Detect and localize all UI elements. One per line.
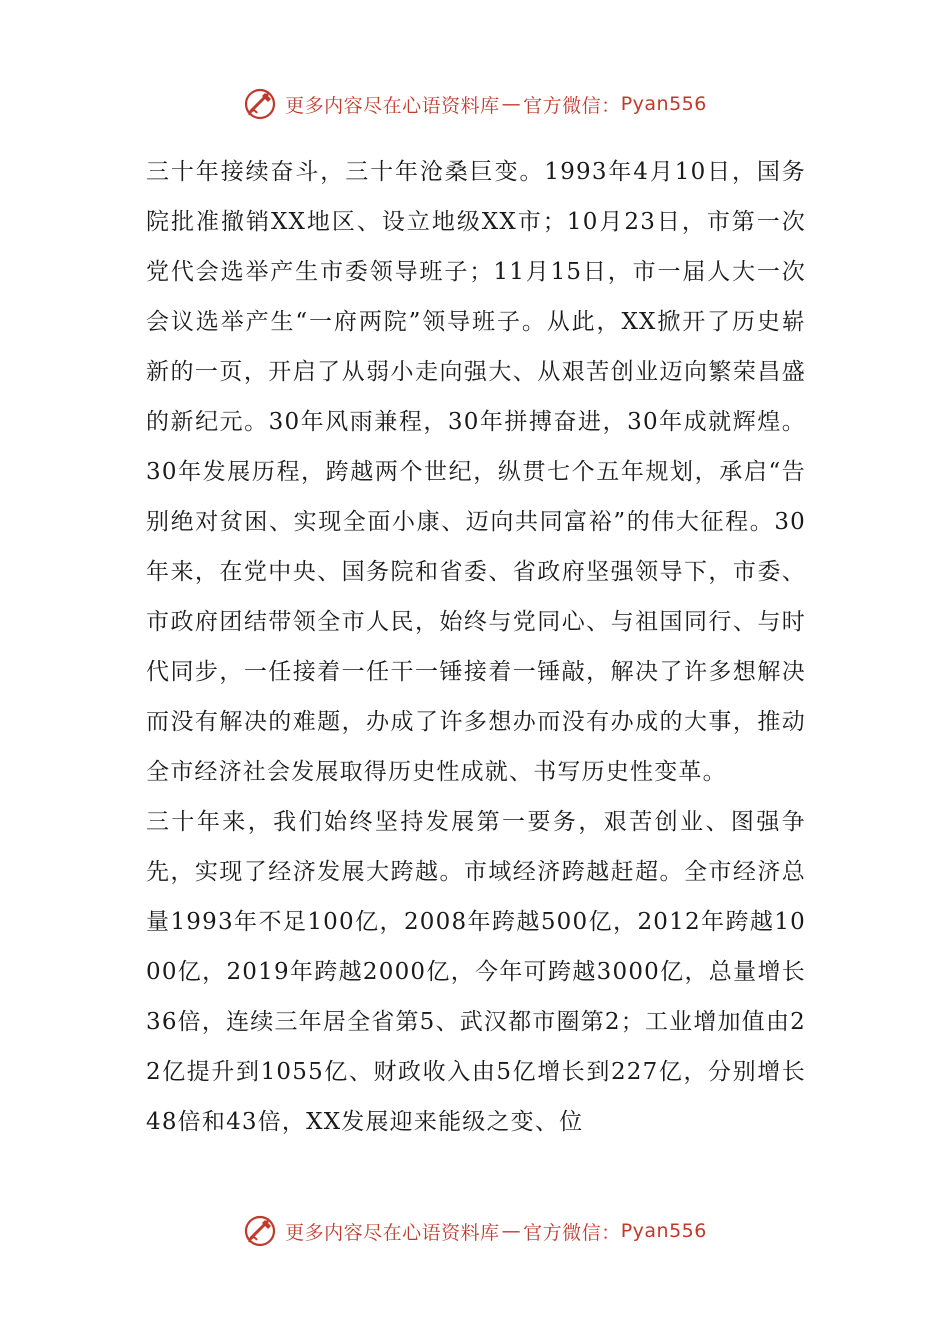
- watermark-brand: 更多内容尽在心语资料库: [285, 94, 500, 117]
- watermark-account: Pyan556: [620, 1220, 707, 1242]
- paragraph-1: 三十年接续奋斗，三十年沧桑巨变。1993年4月10日，国务院批准撤销XX地区、设立地级XX市；10月23日，市第一次党代会选举产生市委领导班子；11月15日，市一届人大一次会议选举产生“一府两院”领导班子。从此，XX掀开了历史崭新的一页，开启了从弱小走向强大、从艰苦创业迈向繁荣昌盛的新纪元。30年风雨兼程，30年拼搏奋进，30年成就辉煌。30年发展历程，跨越两个世纪，纵贯七个五年规划，承启“告别绝对贫困、实现全面小康、迈向共同富裕”的伟大征程。30年来，在党中央、国务院和省委、省政府坚强领导下，市委、市政府团结带领全市人民，始终与党同心、与祖国同行、与时代同步，一任接着一任干一锤接着一锤敲，解决了许多想解决而没有解决的难题，办成了许多想办而没有办成的大事，推动全市经济社会发展取得历史性成就、书写历史性变革。: [146, 159, 806, 785]
- watermark-brand: 更多内容尽在心语资料库: [285, 1221, 500, 1244]
- watermark-official-label: 官方微信：: [523, 94, 621, 117]
- watermark-separator: —: [501, 1220, 522, 1242]
- footer-watermark: [0, 1211, 950, 1251]
- pen-circle-icon: [243, 1214, 277, 1248]
- pen-circle-icon: [243, 87, 277, 121]
- document-body: [146, 147, 806, 1147]
- paragraph-2: 三十年来，我们始终坚持发展第一要务，艰苦创业、图强争先，实现了经济发展大跨越。市域经济跨越赶超。全市经济总量1993年不足100亿，2008年跨越500亿，2012年跨越1000亿，2019年跨越2000亿，今年可跨越3000亿，总量增长36倍，连续三年居全省第5、武汉都市圈第2；工业增加值由22亿提升到1055亿、财政收入由5亿增长到227亿，分别增长48倍和43倍，XX发展迎来能级之变、位: [146, 809, 806, 1135]
- header-watermark: [0, 84, 950, 124]
- watermark-separator: —: [501, 93, 522, 115]
- watermark-official-label: 官方微信：: [523, 1221, 621, 1244]
- watermark-account: Pyan556: [620, 93, 707, 115]
